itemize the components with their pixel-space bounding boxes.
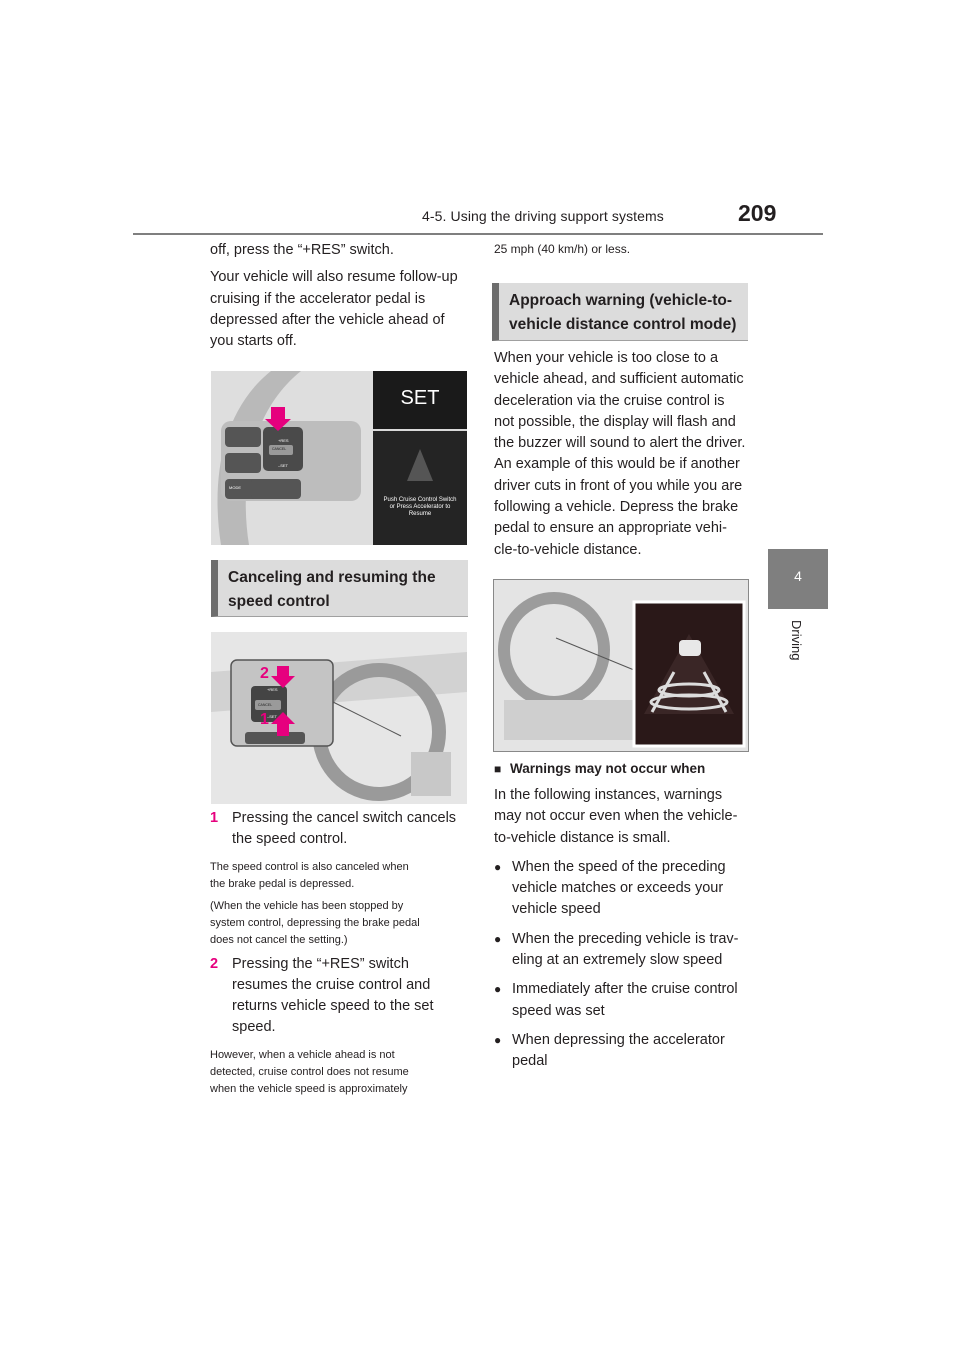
display-set-title: SET	[400, 387, 440, 409]
step-line: Pressing the “+RES” switch	[232, 955, 409, 972]
intro-line: to-vehicle distance is small.	[494, 829, 671, 846]
list-item-line: vehicle speed	[512, 901, 601, 918]
section-heading-approach-warning	[492, 283, 748, 341]
dashboard-illustration	[211, 632, 467, 804]
bullet-icon: ●	[494, 931, 502, 946]
callout-1: 1	[260, 711, 269, 728]
paragraph-line: deceleration via the cruise control is	[494, 392, 725, 409]
intro-line: In the following instances, warnings	[494, 787, 723, 803]
warnings-subsection	[494, 758, 750, 1073]
paragraph-line: vehicle ahead, and sufficient automatic	[494, 371, 744, 388]
paragraph-line: When your vehicle is too close to a	[494, 350, 719, 366]
switch-label-cancel: CANCEL	[258, 703, 273, 707]
figure-steering-switch-set	[211, 371, 467, 545]
list-item	[494, 929, 750, 972]
header-divider	[133, 233, 823, 235]
page-number: 209	[738, 200, 777, 226]
switch-label-mode: MODE	[229, 485, 241, 490]
square-bullet-icon: ■	[494, 761, 502, 776]
note-line: However, when a vehicle ahead is not	[210, 1048, 395, 1061]
paragraph-line: you starts off.	[210, 333, 297, 350]
step-number: 2	[210, 955, 219, 972]
chapter-label: Driving	[789, 620, 804, 661]
paragraph-line: Your vehicle will also resume follow-up	[210, 269, 458, 286]
cluster-illustration	[494, 580, 748, 751]
switch-label-cancel: CANCEL	[272, 447, 287, 451]
switch-label-set: –SET	[278, 463, 289, 468]
paragraph: off, press the “+RES” switch.	[210, 242, 394, 258]
paragraph-line: depressed after the vehicle ahead of	[210, 311, 445, 328]
heading-line: Canceling and resuming the	[228, 569, 436, 586]
switch-label-res: +RES	[267, 687, 278, 692]
approach-warning-paragraph	[494, 348, 750, 561]
paragraph-line: cle-to-vehicle distance.	[494, 541, 642, 558]
list-item	[494, 857, 750, 921]
note-line: The speed control is also canceled when	[210, 860, 409, 873]
heading-line: Approach warning (vehicle-to-	[509, 292, 733, 309]
note-line: detected, cruise control does not resume	[210, 1065, 409, 1078]
callout-2: 2	[260, 665, 269, 682]
list-item-line: Immediately after the cruise control	[512, 981, 738, 998]
subheading	[494, 758, 750, 779]
paragraph-line: pedal to ensure an appropriate vehi-	[494, 520, 727, 537]
paragraph-line: not possible, the display will flash and	[494, 413, 736, 430]
step-line: the speed control.	[232, 831, 348, 848]
section-title: 4-5. Using the driving support systems	[422, 208, 664, 224]
list-item	[494, 1030, 750, 1073]
subheading-text: Warnings may not occur when	[510, 761, 706, 776]
list-item-line: vehicle matches or exceeds your	[512, 880, 724, 897]
paragraph-line: An example of this would be if another	[494, 456, 740, 473]
note-line: the brake pedal is depressed.	[210, 877, 355, 890]
note-line: (When the vehicle has been stopped by	[210, 899, 404, 912]
display-caption-line: Push Cruise Control Switch	[383, 497, 457, 503]
intro-line: may not occur even when the vehicle-	[494, 808, 738, 825]
step-1	[210, 808, 468, 851]
list-item	[494, 979, 750, 1022]
heading-line: speed control	[228, 593, 330, 610]
step-line: speed.	[232, 1019, 276, 1036]
paragraph-line: cruising if the accelerator pedal is	[210, 290, 426, 307]
left-column-intro	[210, 240, 468, 352]
list-item-line: speed was set	[512, 1002, 605, 1019]
step-line: returns vehicle speed to the set	[232, 998, 434, 1015]
note-line: system control, depressing the brake pedal	[210, 916, 420, 929]
heading-line: vehicle distance control mode)	[509, 316, 737, 333]
step-2	[210, 954, 468, 1039]
display-caption	[374, 497, 466, 518]
bullet-icon: ●	[494, 1032, 502, 1047]
display-caption-line: Resume	[408, 511, 432, 517]
note-line: when the vehicle speed is approximately	[210, 1082, 408, 1095]
section-heading-canceling	[211, 560, 468, 617]
switch-label-res: +RES	[278, 438, 289, 443]
figure-approach-warning-display	[493, 579, 749, 752]
paragraph-line: the buzzer will sound to alert the driver.	[494, 435, 746, 452]
step-number: 1	[210, 810, 219, 826]
list-item-line: When the speed of the preceding	[512, 858, 726, 875]
step-line: Pressing the cancel switch cancels	[232, 810, 457, 826]
switch-label-set: –SET	[267, 714, 278, 719]
paragraph-line: driver cuts in front of you while you are	[494, 477, 743, 494]
bullet-icon: ●	[494, 859, 502, 874]
chapter-number: 4	[794, 568, 802, 584]
left-column-steps	[210, 808, 468, 1098]
list-item-line: When the preceding vehicle is trav-	[512, 930, 739, 947]
bullet-icon: ●	[494, 982, 502, 997]
list-item-line: When depressing the accelerator	[512, 1031, 725, 1048]
paragraph-line: following a vehicle. Depress the brake	[494, 499, 739, 516]
note-line: does not cancel the setting.)	[210, 933, 348, 946]
figure-dashboard-callouts	[211, 632, 467, 804]
list-item-line: eling at an extremely slow speed	[512, 952, 723, 969]
list-item-line: pedal	[512, 1053, 548, 1070]
display-caption-line: or Press Accelerator to	[389, 504, 451, 510]
step-line: resumes the cruise control and	[232, 976, 431, 993]
continued-text: 25 mph (40 km/h) or less.	[494, 242, 631, 256]
